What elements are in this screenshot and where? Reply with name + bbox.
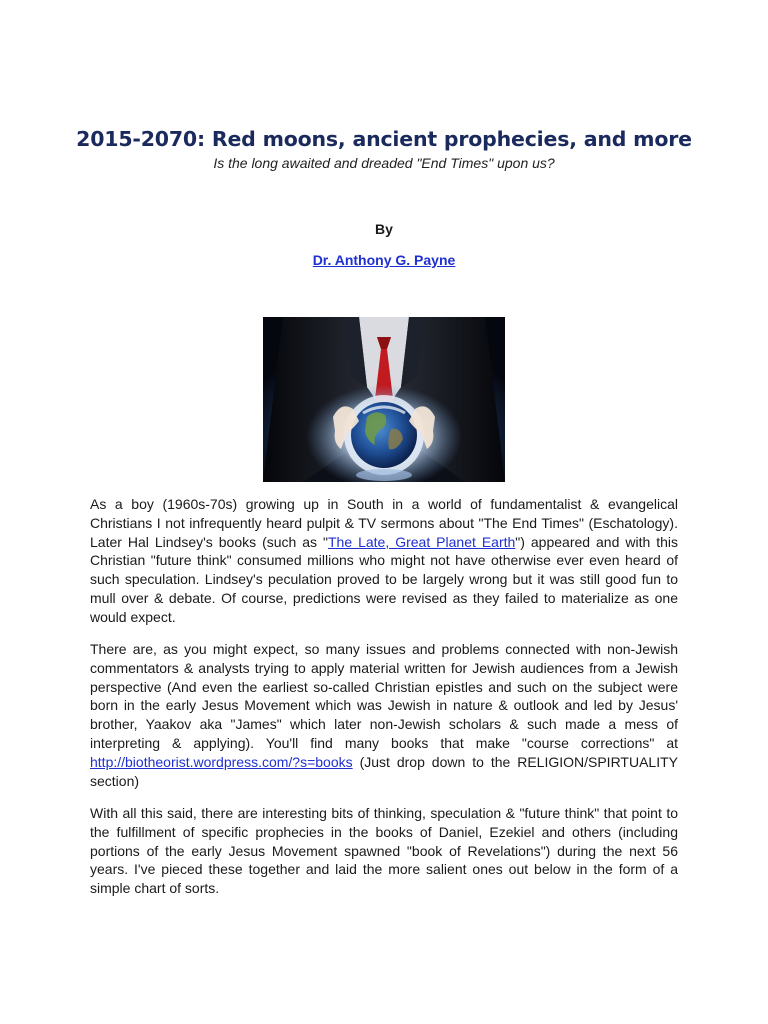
author-line [0, 252, 768, 268]
paragraph-issues-text-1: There are, as you might expect, so many issues and problems connected with non-Jewish commentators & analysts trying to apply material written for Jewish audiences from a Jewish perspective (And even the earliest so-called Christian epistles and such on the subject were born in the early Jesus Movement which was Jewish in nature & outlook and led by Jesus' brother, Yaakov aka "James" which later non-Jewish scholars & such made a mess of interpreting & applying). You'll find many books that make "course corrections" at [90, 641, 678, 751]
man-holding-crystal-globe-illustration [263, 317, 505, 482]
page-title: 2015-2070: Red moons, ancient prophecies, and more [76, 127, 692, 151]
author-link[interactable]: Dr. Anthony G. Payne [312, 252, 456, 268]
paragraph-issues [90, 640, 678, 790]
paragraph-issues-text-2: (Just drop down to the RELIGION/SPIRTUALITY section) [90, 753, 678, 789]
paragraph-summary: With all this said, there are interesting bits of thinking, speculation & "future think" that point to the fulfillment of specific prophecies in the books of Daniel, Ezekiel and others (including portions of the early Jesus Movement spawned "book of Revelations") during the next 56 years. I've pieced these together and laid the more salient ones out below in the form of a simple chart of sorts. [90, 805, 678, 897]
biotheorist-books-link[interactable]: http://biotheorist.wordpress.com/?s=books [90, 753, 353, 770]
paragraph-intro-text-1: As a boy (1960s-70s) growing up in South in a world of fundamentalist & evangelical Christians I not infrequently heard pulpit & TV sermons about "The End Times" (Eschatology). Later Hal Lindsey's books (such as " [90, 496, 678, 550]
byline-label: By [375, 221, 393, 237]
paragraph-intro-text-2: ") appeared and with this Christian "future think" consumed millions who might not have otherwise ever even heard of such speculation. Lindsey's peculation proved to be largely wrong but it was still good fun to mull over & debate. Of course, predictions were revised as they failed to materialize as one would expect. [90, 533, 678, 625]
crystal-ball-image [263, 317, 505, 482]
page-subtitle: Is the long awaited and dreaded "End Times" upon us? [213, 155, 555, 171]
paragraph-intro [90, 495, 678, 627]
book-title-link[interactable]: The Late, Great Planet Earth [328, 533, 516, 550]
